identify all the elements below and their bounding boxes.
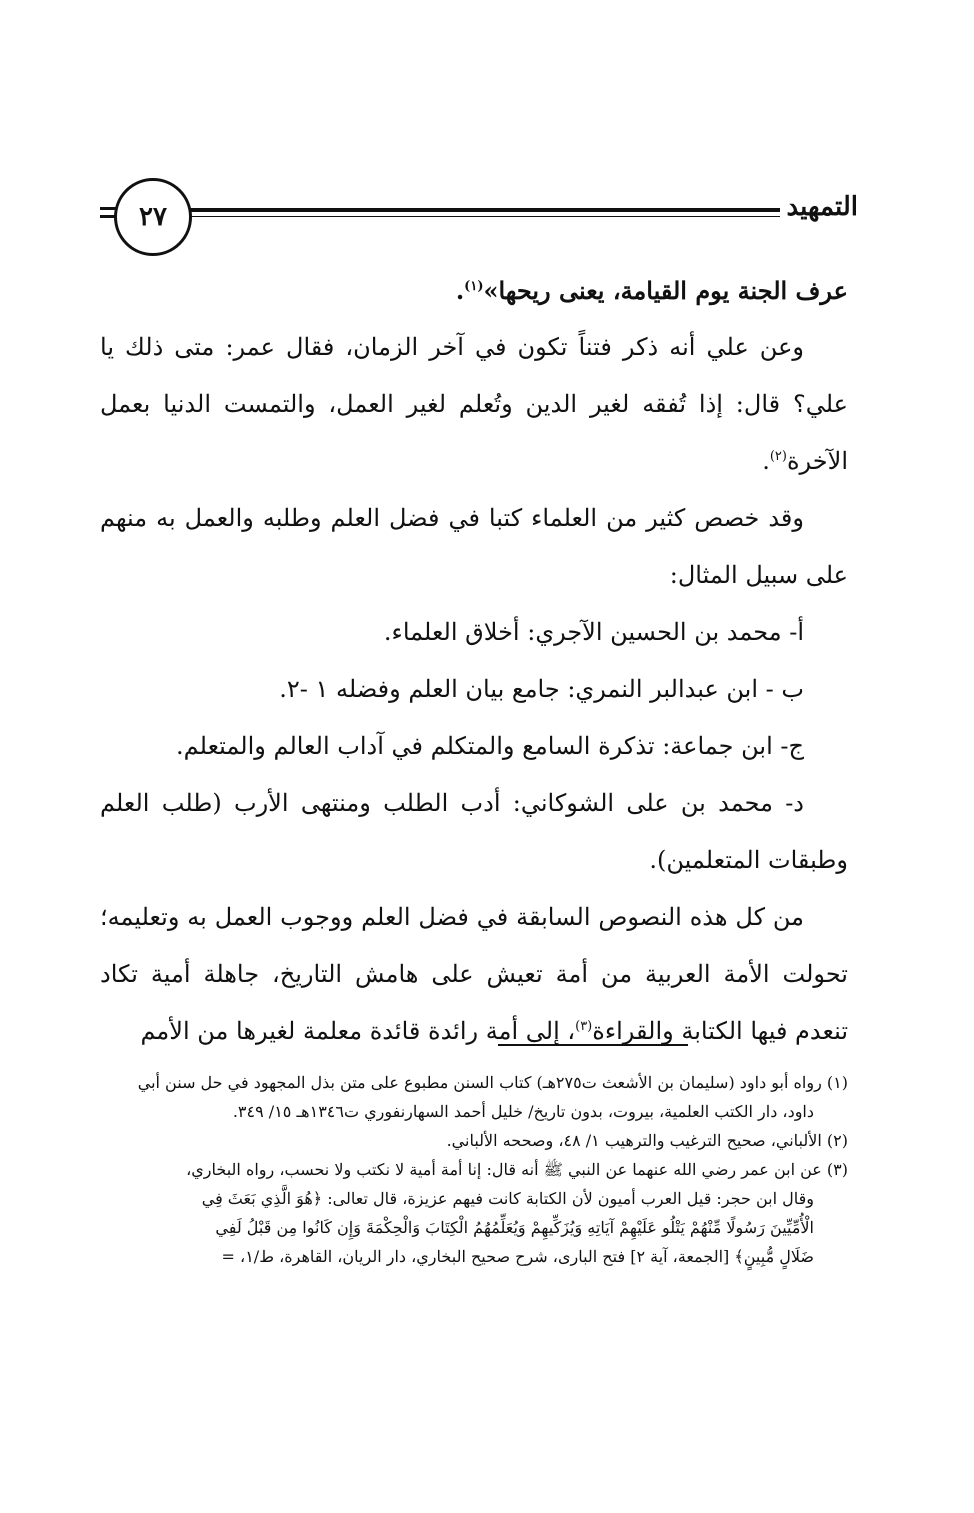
footnote-ref-3: (٣) [575, 1019, 593, 1034]
paragraph-1-text: عرف الجنة يوم القيامة، يعنى ريحها» [483, 276, 848, 305]
footnote-2: (٢) الألباني، صحيح الترغيب والترهيب ١/ ٤٨، وصححه الألباني. [446, 1131, 848, 1150]
list-item-c: ج- ابن جماعة: تذكرة السامع والمتكلم في آداب العالم والمتعلم. [176, 732, 804, 760]
footnote-3-line-3: الْأُمِّيِّينَ رَسُولًا مِّنْهُمْ يَتْلُو عَلَيْهِمْ آيَاتِهِ وَيُزَكِّيهِمْ وَيُعَلِّمُهُمُ الْكِتَابَ وَالْحِكْمَةَ وَإِن كَانُوا مِن قَبْلُ لَفِي [215, 1218, 814, 1237]
footnote-3-line-1: (٣) عن ابن عمر رضي الله عنهما عن النبي ﷺ أنه قال: إنا أمة أمية لا نكتب ولا نحسب، رواه البخاري، [186, 1160, 848, 1179]
paragraph-2-text: وعن علي أنه ذكر فتناً تكون في آخر الزمان، فقال عمر: متى ذلك يا علي؟ قال: إذا تُفقه لغير الدين وتُعلم لغير العمل، والتمست الدنيا بعمل الآخرة [100, 333, 848, 475]
paragraph-5-text: من كل هذه النصوص السابقة في فضل العلم ووجوب العمل به وتعليمه؛ تحولت الأمة العربية من أمة تعيش على هامش التاريخ، جاهلة أمية تكاد تنعدم فيها الكتابة والقراءة [100, 903, 848, 1045]
list-item-d: د- محمد بن على الشوكاني: أدب الطلب ومنتهى الأرب (طلب العلم وطبقات المتعلمين). [100, 789, 848, 874]
footnotes [100, 1068, 848, 1271]
paragraph-1 [100, 262, 848, 319]
footnote-3-line-4: ضَلَالٍ مُّبِينٍ﴾ [الجمعة، آية ٢] فتح البارى، شرح صحيح البخاري، دار الريان، القاهرة، ط/١، = [221, 1247, 814, 1266]
footnote-ref-1: (١) [464, 279, 484, 294]
footnote-ref-2: (٢) [769, 449, 787, 464]
paragraph-3: وقد خصص كثير من العلماء كتبا في فضل العلم وطلبه والعمل به منهم على سبيل المثال: [100, 504, 848, 589]
header-rule [186, 208, 780, 212]
main-text [100, 262, 848, 1060]
paragraph-5 [100, 889, 848, 1060]
footnote-separator [498, 1044, 688, 1046]
footnote-1-line-2: داود، دار الكتب العلمية، بيروت، بدون تاريخ/ خليل أحمد السهارنفوري ت١٣٤٦هـ ١٥/ ٣٤٩. [232, 1102, 814, 1121]
paragraph-5-end: ، إلى أمة رائدة قائدة معلمة لغيرها من الأمم [140, 1017, 576, 1045]
footnote-1-line-1: (١) رواه أبو داود (سليمان بن الأشعث ت٢٧٥هـ) كتاب السنن مطبوع على متن بذل المجهود في حل سنن أبي [137, 1073, 848, 1092]
paragraph-2-end: . [762, 447, 770, 475]
page-number: ٢٧ [114, 178, 192, 256]
running-title: التمهيد [786, 192, 858, 222]
footnote-3-line-2: وقال ابن حجر: قيل العرب أميون لأن الكتابة كانت فيهم عزيزة، قال تعالى: ﴿هُوَ الَّذِي بَعَثَ فِي [201, 1189, 814, 1208]
list-item-a: أ- محمد بن الحسين الآجري: أخلاق العلماء. [383, 618, 804, 646]
page-header [100, 178, 858, 258]
list-item-b: ب - ابن عبدالبر النمري: جامع بيان العلم وفضله ١ -٢. [279, 675, 804, 703]
paragraph-1-end: . [455, 276, 465, 305]
paragraph-2 [100, 319, 848, 490]
